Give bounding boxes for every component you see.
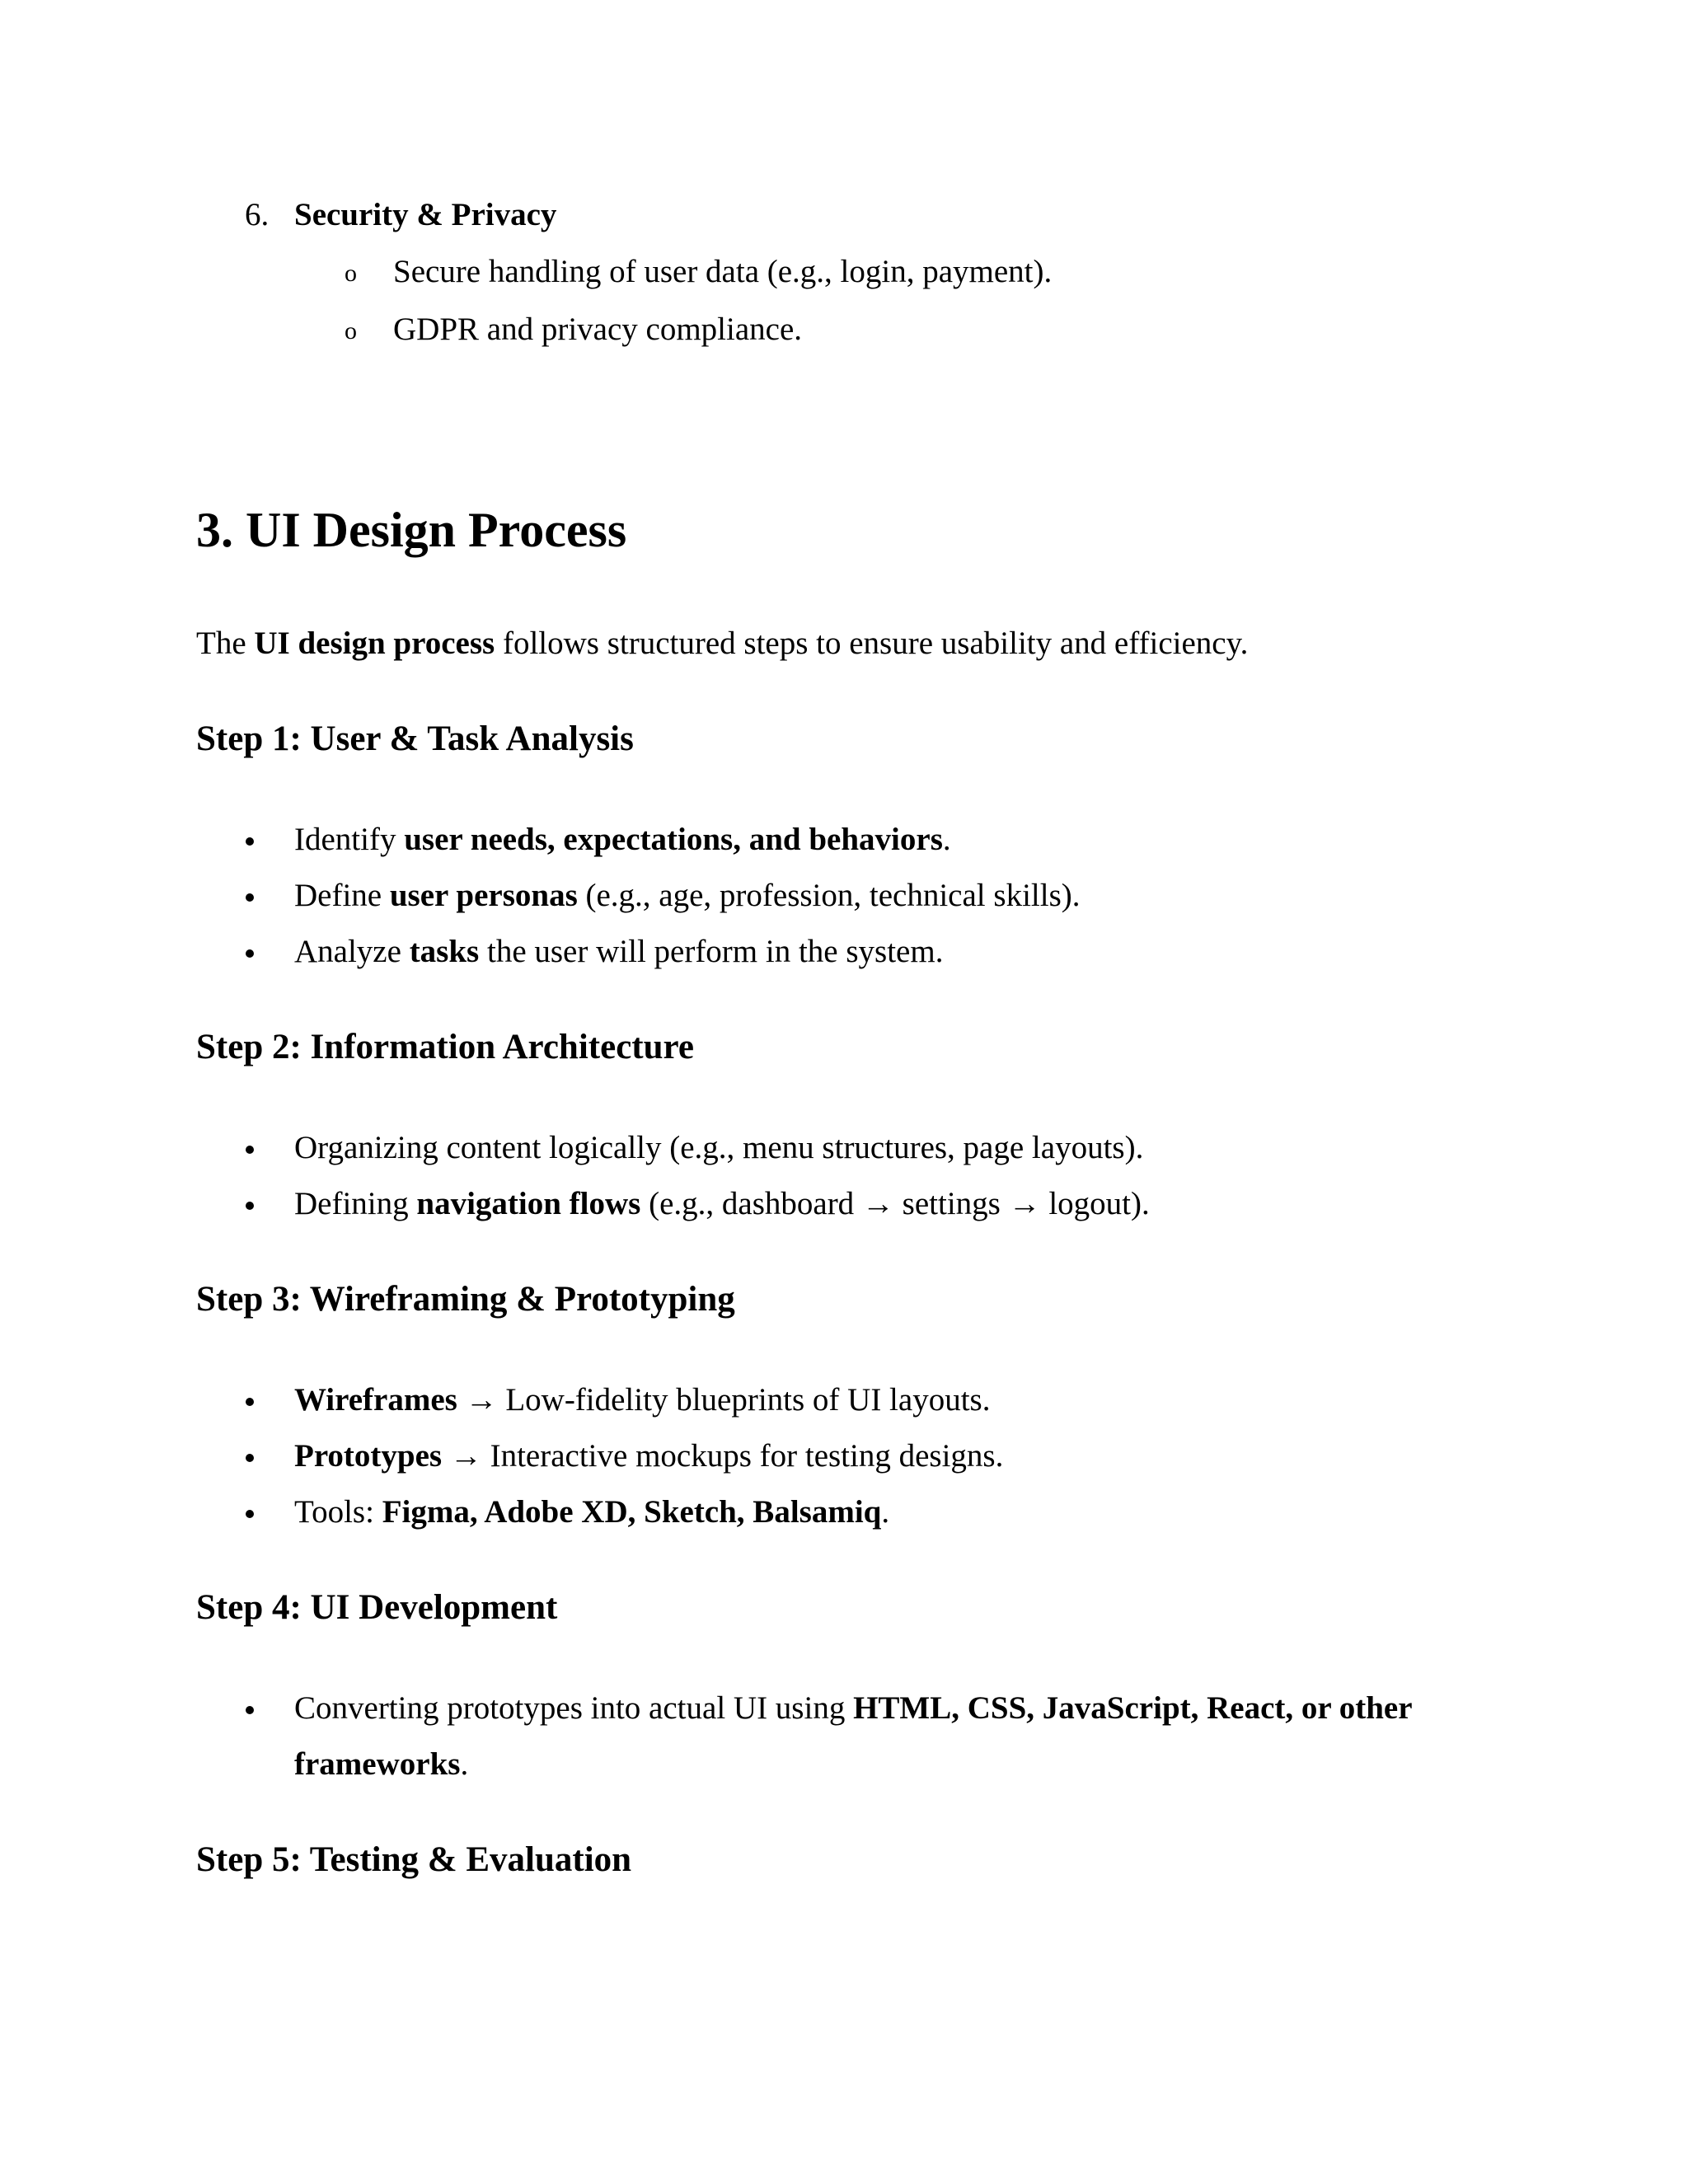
bullet-dot [246, 1146, 254, 1154]
item-text: Analyze [294, 934, 410, 969]
bullet-dot [246, 1706, 254, 1714]
list-item [294, 933, 943, 971]
item-text: . [881, 1494, 890, 1530]
list-item [294, 1493, 889, 1531]
item-bold-text: frameworks [294, 1746, 461, 1782]
item-text: Defining [294, 1186, 417, 1221]
list-item [294, 1437, 1003, 1475]
list-item: GDPR and privacy compliance. [393, 312, 803, 347]
item-bold-text: navigation flows [416, 1186, 641, 1221]
item-text: → Interactive mockups for testing designs. [442, 1438, 1004, 1474]
list-item [294, 1185, 1150, 1223]
item-text: the user will perform in the system. [479, 934, 944, 969]
list-item: Secure handling of user data (e.g., login, payment). [393, 254, 1053, 289]
step-1-heading: Step 1: User & Task Analysis [196, 719, 634, 758]
item-text: . [942, 822, 951, 857]
intro-bold-text: UI design process [254, 626, 495, 661]
bullet-dot [246, 893, 254, 902]
item-text: Converting prototypes into actual UI using [294, 1690, 854, 1726]
intro-paragraph [196, 625, 1248, 663]
item-text: (e.g., age, profession, technical skills). [577, 878, 1081, 913]
bullet-dot [246, 1398, 254, 1406]
item-bold-text: Wireframes [294, 1382, 457, 1418]
list-item [294, 1129, 1143, 1167]
bullet-dot [246, 949, 254, 958]
list-number: 6. [245, 197, 270, 232]
item-bold-text: Prototypes [294, 1438, 443, 1474]
item-text: Tools: [294, 1494, 382, 1530]
step-4-heading: Step 4: UI Development [196, 1588, 558, 1627]
intro-text: follows structured steps to ensure usability and efficiency. [495, 626, 1249, 661]
circle-bullet: o [345, 260, 357, 287]
step-3-heading: Step 3: Wireframing & Prototyping [196, 1280, 735, 1319]
item-bold-text: Figma, Adobe XD, Sketch, Balsamiq [382, 1494, 882, 1530]
list-item-line [294, 1690, 1413, 1727]
section-6-title: Security & Privacy [294, 197, 557, 232]
list-item-line [294, 1746, 468, 1783]
item-text: Define [294, 878, 390, 913]
item-text: . [460, 1746, 469, 1782]
bullet-dot [246, 837, 254, 846]
item-text: Identify [294, 822, 405, 857]
item-text: Organizing content logically (e.g., menu structures, page layouts). [294, 1130, 1144, 1165]
step-2-heading: Step 2: Information Architecture [196, 1028, 694, 1066]
item-bold-text: tasks [409, 934, 480, 969]
list-item [294, 1381, 990, 1419]
list-item [294, 821, 951, 859]
item-bold-text: user personas [389, 878, 578, 913]
item-text: (e.g., dashboard → settings → logout). [640, 1186, 1150, 1221]
item-bold-text: user needs, expectations, and behaviors [404, 822, 943, 857]
step-5-heading: Step 5: Testing & Evaluation [196, 1840, 632, 1879]
circle-bullet: o [345, 317, 357, 344]
intro-text: The [196, 626, 255, 661]
bullet-dot [246, 1202, 254, 1210]
item-text: → Low-fidelity blueprints of UI layouts. [457, 1382, 991, 1418]
section-heading: 3. UI Design Process [196, 503, 627, 557]
bullet-dot [246, 1510, 254, 1518]
bullet-dot [246, 1454, 254, 1462]
list-item [294, 877, 1081, 915]
item-bold-text: HTML, CSS, JavaScript, React, or other [853, 1690, 1413, 1726]
